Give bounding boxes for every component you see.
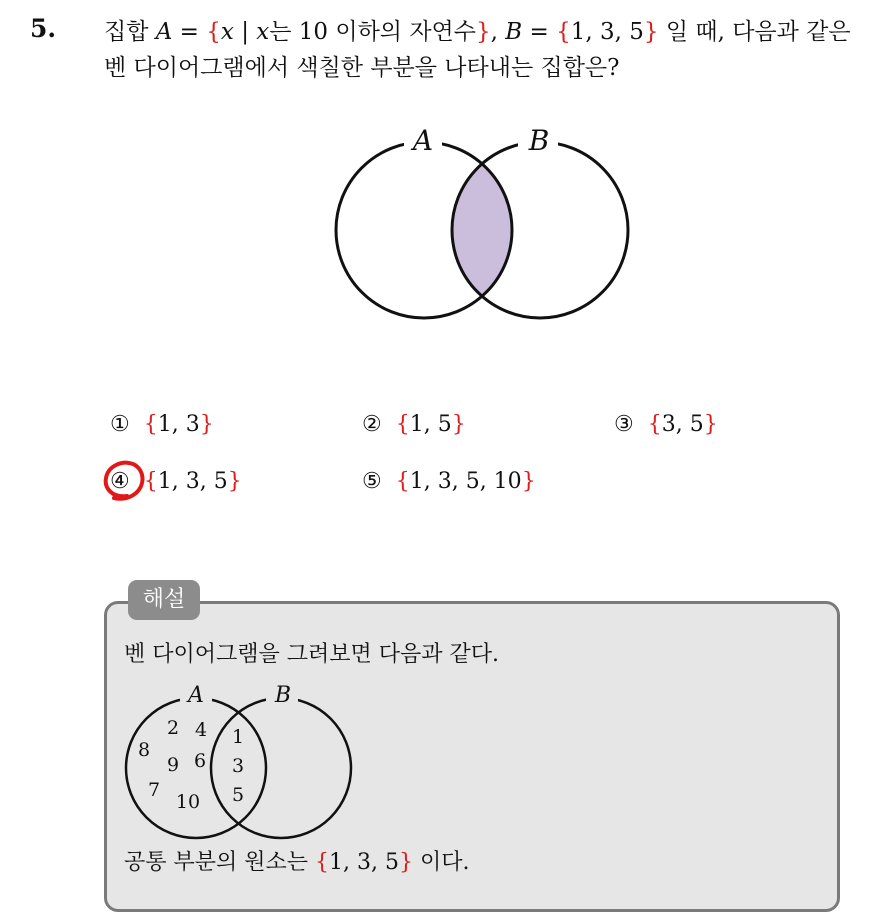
venn-label-a: A xyxy=(412,124,434,157)
element-a-only: 4 xyxy=(194,719,208,741)
venn-label-b: B xyxy=(528,124,550,157)
choice-1[interactable]: ① {1, 3} xyxy=(110,412,214,437)
set-b-name: B xyxy=(505,19,523,45)
question-text xyxy=(104,14,874,86)
choice-3[interactable]: ③ {3, 5} xyxy=(614,412,718,437)
choice-4[interactable]: ④ {1, 3, 5} xyxy=(110,469,242,494)
question-number: 5. xyxy=(30,14,57,43)
set-a-condition: 는 10 이하의 자연수 xyxy=(269,19,476,45)
element-a-only: 2 xyxy=(166,717,180,739)
solution-tag: 해설 xyxy=(128,580,200,620)
element-a-only: 8 xyxy=(137,739,151,761)
solution-label-b: B xyxy=(274,683,292,708)
question-line-1: 집합 A = {x | x는 10 이하의 자연수}, B = {1, 3, 5} 일 때, 다음과 같은 xyxy=(104,19,851,45)
element-both: 3 xyxy=(231,755,245,777)
venn-diagram xyxy=(320,110,640,330)
solution-line-1: 벤 다이어그램을 그려보면 다음과 같다. xyxy=(124,642,499,667)
element-a-only: 10 xyxy=(175,791,201,813)
solution-venn-diagram xyxy=(118,674,358,844)
solution-line-2: 공통 부분의 원소는 {1, 3, 5} 이다. xyxy=(124,850,470,875)
question-line-2: 벤 다이어그램에서 색칠한 부분을 나타내는 집합은? xyxy=(104,55,620,81)
element-both: 1 xyxy=(231,726,245,748)
answer-mark-icon xyxy=(100,456,150,506)
set-b-elements: 1, 3, 5 xyxy=(570,19,644,45)
choice-5[interactable]: ⑤ {1, 3, 5, 10} xyxy=(362,469,536,494)
choice-2[interactable]: ② {1, 5} xyxy=(362,412,466,437)
solution-label-a: A xyxy=(188,683,204,708)
element-a-only: 6 xyxy=(193,750,207,772)
set-a-name: A xyxy=(155,19,173,45)
element-a-only: 7 xyxy=(147,779,161,801)
element-a-only: 9 xyxy=(166,754,180,776)
element-both: 5 xyxy=(231,784,245,806)
